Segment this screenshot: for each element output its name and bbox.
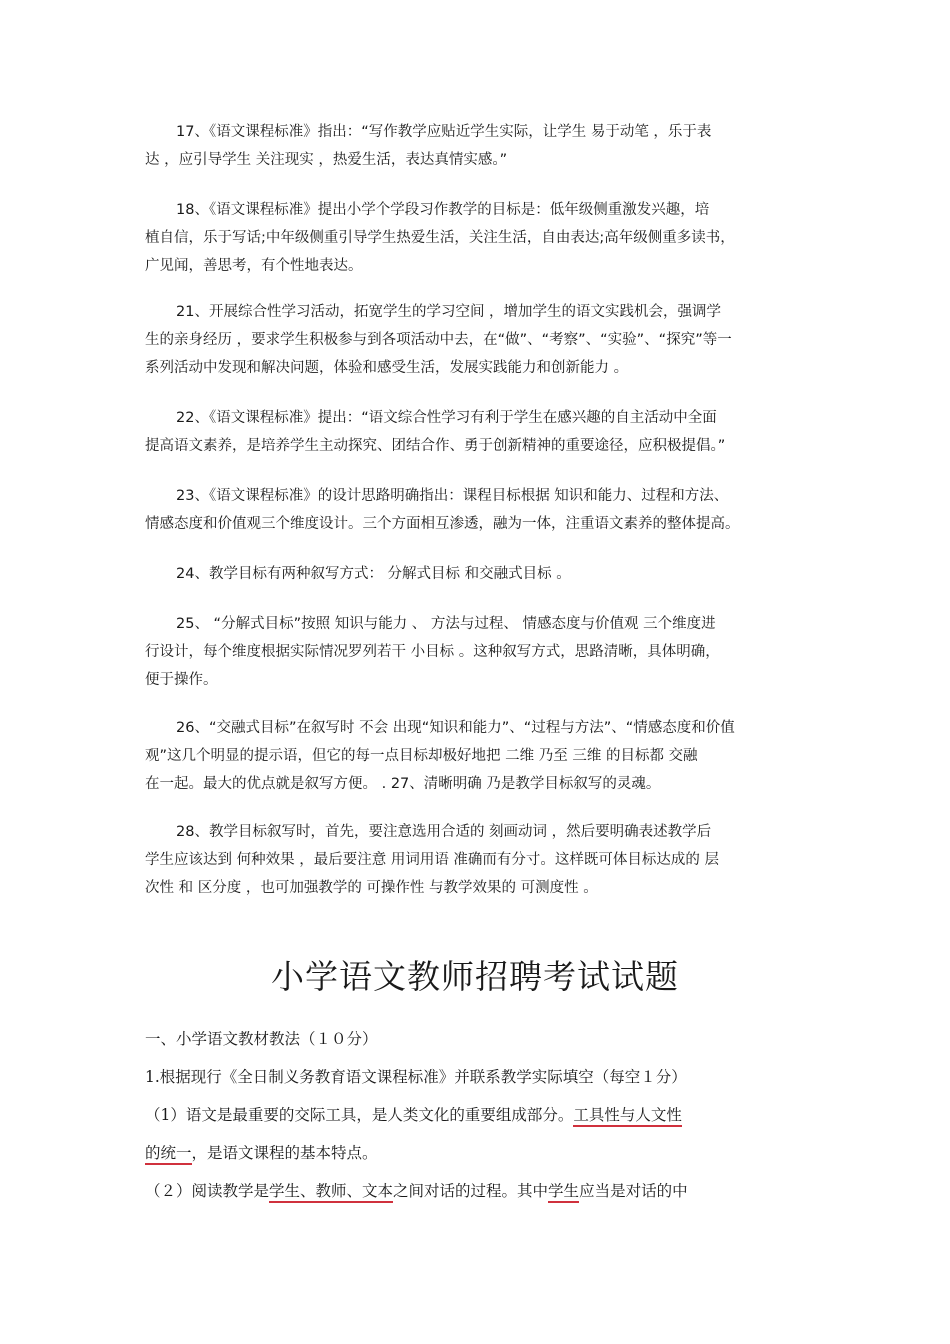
item-17-line-1: 17、《语文课程标准》指出：“写作教学应贴近学生实际，让学生 易于动笔 ，乐于表 bbox=[176, 124, 712, 140]
item-18-line-1: 18、《语文课程标准》提出小学个学段习作教学的目标是：低年级侧重激发兴趣，培 bbox=[176, 202, 710, 218]
item-21 bbox=[145, 298, 839, 382]
question-1: 1.根据现行《全日制义务教育语文课程标准》并联系教学实际填空（每空１分） bbox=[145, 1068, 687, 1086]
item-24 bbox=[145, 560, 839, 588]
item-23 bbox=[145, 482, 839, 538]
item-28-line-1: 28、教学目标叙写时，首先，要注意选用合适的 刻画动词 ，然后要明确表述教学后 bbox=[176, 824, 712, 840]
question-1-part-1-line-2 bbox=[145, 1134, 808, 1172]
answer-underline: 工具性与人文性 bbox=[573, 1106, 682, 1127]
item-26 bbox=[145, 714, 839, 798]
item-26-line-2: 观”这几个明显的提示语，但它的每一点目标却极好地把 二维 乃至 三维 的目标都 交融 bbox=[145, 748, 698, 764]
item-18 bbox=[145, 196, 839, 280]
item-21-line-2: 生的亲身经历 ，要求学生积极参与到各项活动中去，在“做”、“考察”、“实验”、“探究”等一 bbox=[145, 332, 732, 348]
answer-underline: 学生 bbox=[548, 1182, 579, 1203]
item-25-line-3: 便于操作。 bbox=[145, 672, 218, 688]
item-26-line-1: 26、“交融式目标”在叙写时 不会 出现“知识和能力”、“过程与方法”、“情感态度和价值 bbox=[176, 720, 735, 736]
answer-underline: 学生、教师、文本 bbox=[269, 1182, 393, 1203]
item-28-line-2: 学生应该达到 何种效果 ，最后要注意 用词用语 准确而有分寸。这样既可体目标达成的 层 bbox=[145, 852, 720, 868]
item-25-line-1: 25、 “分解式目标”按照 知识与能力 、 方法与过程、 情感态度与价值观 三个维度进 bbox=[176, 616, 716, 632]
item-22 bbox=[145, 404, 839, 460]
item-22-line-2: 提高语文素养，是培养学生主动探究、团结合作、勇于创新精神的重要途径，应积极提倡。” bbox=[145, 438, 726, 454]
question-1-part-2 bbox=[145, 1172, 808, 1210]
exam-title: 小学语文教师招聘考试试题 bbox=[271, 957, 679, 996]
item-17-line-2: 达 ，应引导学生 关注现实 ，热爱生活，表达真情实感。” bbox=[145, 152, 508, 168]
exam-section bbox=[145, 1020, 808, 1210]
q1-2-text-mid: 之间对话的过程。其中 bbox=[393, 1182, 549, 1200]
item-24-line-1: 24、教学目标有两种叙写方式： 分解式目标 和交融式目标 。 bbox=[176, 566, 571, 582]
item-26-line-3: 在一起。最大的优点就是叙写方便。 . 27、清晰明确 乃是教学目标叙写的灵魂。 bbox=[145, 776, 661, 792]
item-21-line-3: 系列活动中发现和解决问题，体验和感受生活，发展实践能力和创新能力 。 bbox=[145, 360, 629, 376]
item-28-line-3: 次性 和 区分度 ，也可加强教学的 可操作性 与教学效果的 可测度性 。 bbox=[145, 880, 598, 896]
question-1-part-1-line-1 bbox=[145, 1096, 808, 1134]
item-21-line-1: 21、开展综合性学习活动，拓宽学生的学习空间 ，增加学生的语文实践机会，强调学 bbox=[176, 304, 722, 320]
q1-1-text: （1）语文是最重要的交际工具，是人类文化的重要组成部分。 bbox=[145, 1106, 574, 1124]
item-25 bbox=[145, 610, 839, 694]
section-heading: 一、小学语文教材教法（１０分） bbox=[145, 1030, 378, 1048]
item-28 bbox=[145, 818, 839, 902]
item-25-line-2: 行设计，每个维度根据实际情况罗列若干 小目标 。这种叙写方式，思路清晰，具体明确， bbox=[145, 644, 720, 660]
item-23-line-2: 情感态度和价值观三个维度设计。三个方面相互渗透，融为一体，注重语文素养的整体提高。 bbox=[145, 516, 740, 532]
item-22-line-1: 22、《语文课程标准》提出：“语文综合性学习有利于学生在感兴趣的自主活动中全面 bbox=[176, 410, 717, 426]
item-18-line-2: 植自信，乐于写话;中年级侧重引导学生热爱生活，关注生活，自由表达;高年级侧重多读书， bbox=[145, 230, 735, 246]
q1-1-text-end: ，是语文课程的基本特点。 bbox=[191, 1144, 378, 1162]
item-18-line-3: 广见闻，善思考，有个性地表达。 bbox=[145, 258, 363, 274]
q1-2-text: （２）阅读教学是 bbox=[145, 1182, 270, 1200]
q1-2-text-end: 应当是对话的中 bbox=[579, 1182, 688, 1200]
item-17 bbox=[145, 118, 839, 174]
answer-underline: 的统一 bbox=[145, 1144, 192, 1165]
item-23-line-1: 23、《语文课程标准》的设计思路明确指出：课程目标根据 知识和能力、过程和方法、 bbox=[176, 488, 729, 504]
